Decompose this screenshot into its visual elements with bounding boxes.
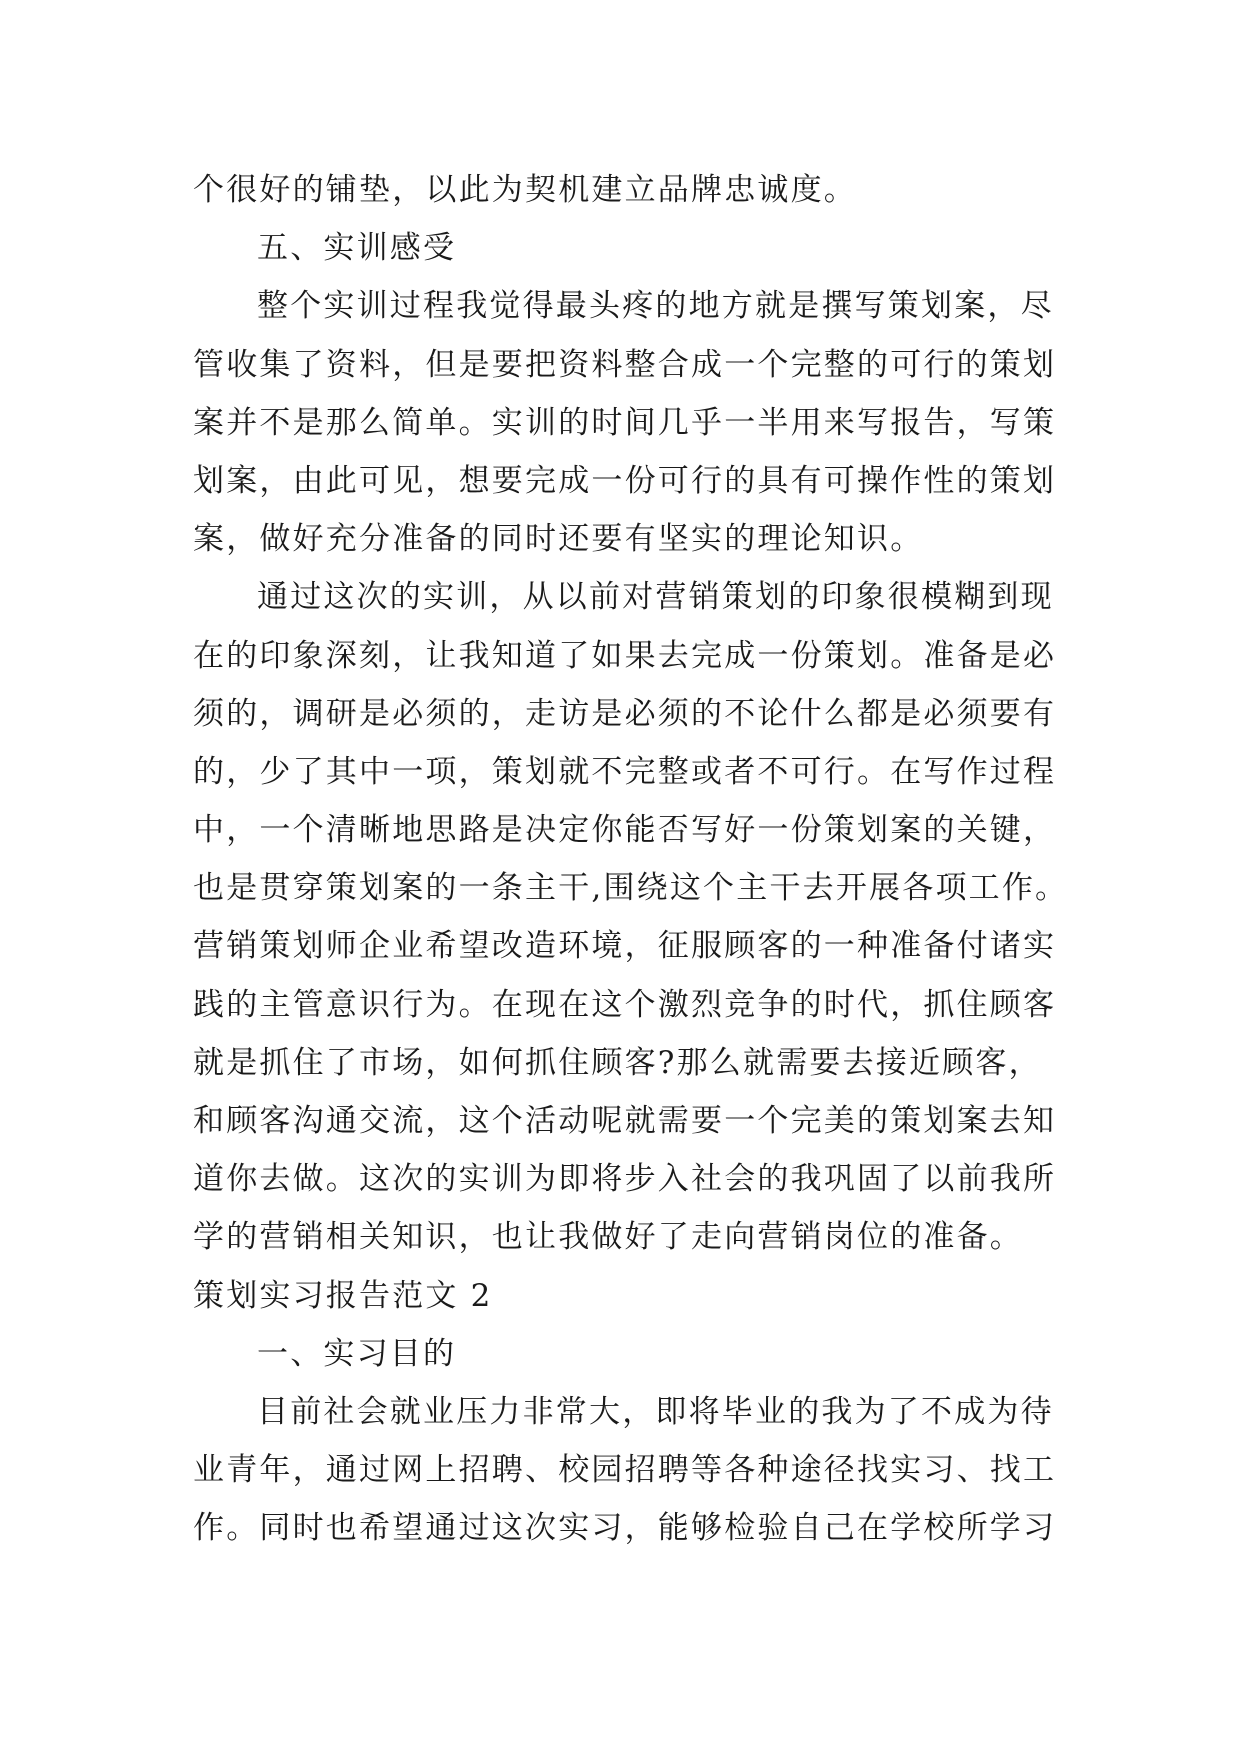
paragraph-line-18: 道你去做。这次的实训为即将步入社会的我巩固了以前我所: [193, 1161, 1057, 1198]
paragraph-line-7: 案，做好充分准备的同时还要有坚实的理论知识。: [193, 521, 924, 558]
paragraph-line-22: 目前社会就业压力非常大，即将毕业的我为了不成为待: [257, 1393, 1054, 1430]
section-heading-5: 五、实训感受: [257, 230, 457, 267]
paragraph-line-5: 案并不是那么简单。实训的时间几乎一半用来写报告，写策: [193, 404, 1057, 441]
paragraph-line-1: 个很好的铺垫，以此为契机建立品牌忠诚度。: [193, 172, 857, 208]
paragraph-line-17: 和顾客沟通交流，这个活动呢就需要一个完美的策划案去知: [193, 1103, 1057, 1139]
paragraph-line-8: 通过这次的实训，从以前对营销策划的印象很模糊到现: [257, 579, 1054, 616]
paragraph-line-23: 业青年，通过网上招聘、校园招聘等各种途径找实习、找工: [193, 1452, 1057, 1489]
paragraph-line-12: 中，一个清晰地思路是决定你能否写好一份策划案的关键，: [193, 812, 1057, 849]
paragraph-line-3: 整个实训过程我觉得最头疼的地方就是撰写策划案，尽: [257, 288, 1054, 325]
paragraph-line-19: 学的营销相关知识，也让我做好了走向营销岗位的准备。: [193, 1219, 1023, 1256]
paragraph-line-9: 在的印象深刻，让我知道了如果去完成一份策划。准备是必: [193, 637, 1057, 674]
paragraph-line-10: 须的，调研是必须的，走访是必须的不论什么都是必须要有: [193, 695, 1057, 732]
paragraph-line-24: 作。同时也希望通过这次实习，能够检验自己在学校所学习: [193, 1510, 1057, 1547]
section-heading-1: 一、实习目的: [257, 1335, 457, 1372]
paragraph-line-11: 的，少了其中一项，策划就不完整或者不可行。在写作过程: [193, 753, 1057, 790]
document-body: [193, 161, 1069, 1558]
document-title-2: 策划实习报告范文 2: [193, 1277, 493, 1314]
paragraph-line-15: 践的主管意识行为。在现在这个激烈竞争的时代，抓住顾客: [193, 986, 1057, 1023]
paragraph-line-14: 营销策划师企业希望改造环境，征服顾客的一种准备付诸实: [193, 928, 1057, 965]
paragraph-line-16: 就是抓住了市场，如何抓住顾客?那么就需要去接近顾客，: [193, 1044, 1042, 1081]
paragraph-line-6: 划案，由此可见，想要完成一份可行的具有可操作性的策划: [193, 462, 1057, 499]
paragraph-line-4: 管收集了资料，但是要把资料整合成一个完整的可行的策划: [193, 346, 1057, 383]
paragraph-line-13: 也是贯穿策划案的一条主干,围绕这个主干去开展各项工作。: [193, 870, 1069, 907]
